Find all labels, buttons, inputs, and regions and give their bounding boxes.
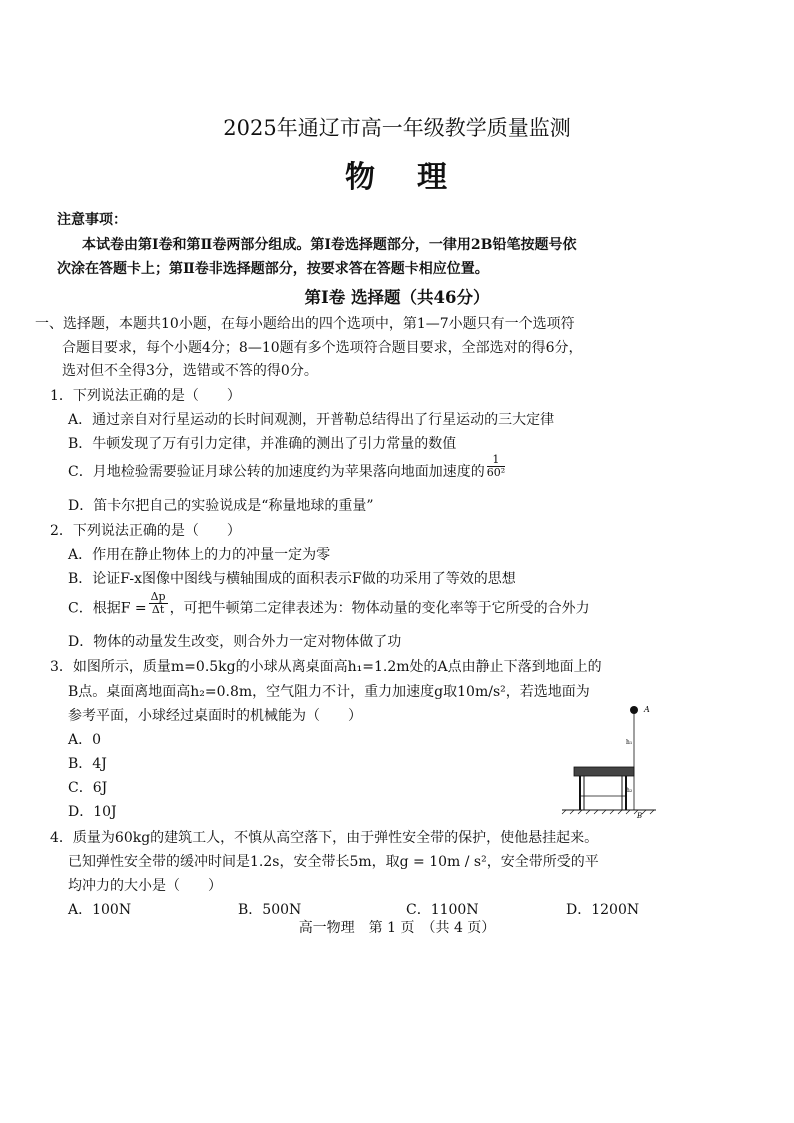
q1-option-d: D．笛卡尔把自己的实验说成是“称量地球的重量” xyxy=(68,498,374,514)
q2-stem: 2．下列说法正确的是（ ） xyxy=(50,523,241,539)
q3-line-3: 参考平面，小球经过桌面时的机械能为（ ） xyxy=(68,708,362,724)
q3-option-b: B．4J xyxy=(68,756,107,772)
q1-option-c-text: C．月地检验需要验证月球公转的加速度约为苹果落向地面加速度的 xyxy=(68,464,485,480)
q1-option-b: B．牛顿发现了万有引力定律，并准确的测出了引力常量的数值 xyxy=(68,436,457,452)
q3-option-d: D．10J xyxy=(68,804,117,820)
h1-label: h₁ xyxy=(626,739,633,746)
q4-option-a: A．100N xyxy=(68,902,132,918)
q3-line-1: 3．如图所示，质量m=0.5kg的小球从离桌面高h₁=1.2m处的A点由静止下落到地面上的 xyxy=(50,659,602,675)
instructions-line-3: 选对但不全得3分，选错或不答的得0分。 xyxy=(62,363,318,379)
point-a-label: A xyxy=(644,705,650,714)
exam-title: 2025年通辽市高一年级教学质量监测 xyxy=(223,116,571,140)
q1-fraction-den: 60² xyxy=(486,465,506,479)
section-title: 第Ⅰ卷 选择题（共46分） xyxy=(304,288,490,307)
q4-option-c: C．1100N xyxy=(406,902,479,918)
q4-option-d: D．1200N xyxy=(566,902,640,918)
q3-option-c: C．6J xyxy=(68,780,108,796)
q2-option-c-post: ，可把牛顿第二定律表述为：物体动量的变化率等于它所受的合外力 xyxy=(169,600,590,617)
point-b-label: B xyxy=(637,812,643,820)
q3-figure xyxy=(560,700,660,820)
instructions-line-2: 合题目要求，每个小题4分；8—10题有多个选项符合题目要求，全部选对的得6分， xyxy=(62,340,583,356)
ball-icon xyxy=(630,706,638,714)
notice-line-2: 次涂在答题卡上；第Ⅱ卷非选择题部分，按要求答在答题卡相应位置。 xyxy=(57,261,489,277)
q2-option-d: D．物体的动量发生改变，则合外力一定对物体做了功 xyxy=(68,634,402,650)
q2-fraction xyxy=(149,591,168,616)
q4-option-b: B．500N xyxy=(238,902,302,918)
h2-label: h₂ xyxy=(626,787,633,794)
q2-option-c-pre: C．根据F = xyxy=(68,600,147,617)
q4-line-2: 已知弹性安全带的缓冲时间是1.2s，安全带长5m，取g = 10m / s²，安全带所受的平 xyxy=(68,854,599,870)
subject-char-1: 物 xyxy=(345,160,377,195)
notice-line-1: 本试卷由第Ⅰ卷和第Ⅱ卷两部分组成。第Ⅰ卷选择题部分，一律用2B铅笔按题号依 xyxy=(82,237,577,253)
q1-fraction-num: 1 xyxy=(487,454,505,467)
notice-heading: 注意事项： xyxy=(57,212,127,228)
q3-option-a: A．0 xyxy=(68,732,102,748)
q2-fraction-den: Δt xyxy=(151,603,165,616)
q2-option-b: B．论证F-x图像中图线与横轴围成的面积表示F做的功采用了等效的思想 xyxy=(68,571,516,587)
q1-option-a: A．通过亲自对行星运动的长时间观测，开普勒总结得出了行星运动的三大定律 xyxy=(68,412,555,428)
q4-line-3: 均冲力的大小是（ ） xyxy=(68,878,222,894)
subject-title xyxy=(0,152,794,196)
q4-line-1: 4．质量为60kg的建筑工人，不慎从高空落下，由于弹性安全带的保护，使他悬挂起来。 xyxy=(50,830,599,846)
q2-fraction-num: Δp xyxy=(150,590,166,603)
q2-option-a: A．作用在静止物体上的力的冲量一定为零 xyxy=(68,547,331,563)
table-top xyxy=(574,767,634,776)
instructions-line-1: 一、选择题，本题共10小题，在每小题给出的四个选项中，第1—7小题只有一个选项符 xyxy=(35,316,575,332)
page-footer: 高一物理 第 1 页 （共 4 页） xyxy=(298,920,496,936)
q1-fraction xyxy=(487,454,505,479)
q1-stem: 1．下列说法正确的是（ ） xyxy=(50,388,241,404)
subject-char-2: 理 xyxy=(417,160,449,195)
q3-line-2: B点。桌面离地面高h₂=0.8m，空气阻力不计，重力加速度g取10m/s²，若选地面为 xyxy=(68,684,590,700)
q1-option-c xyxy=(68,452,507,480)
